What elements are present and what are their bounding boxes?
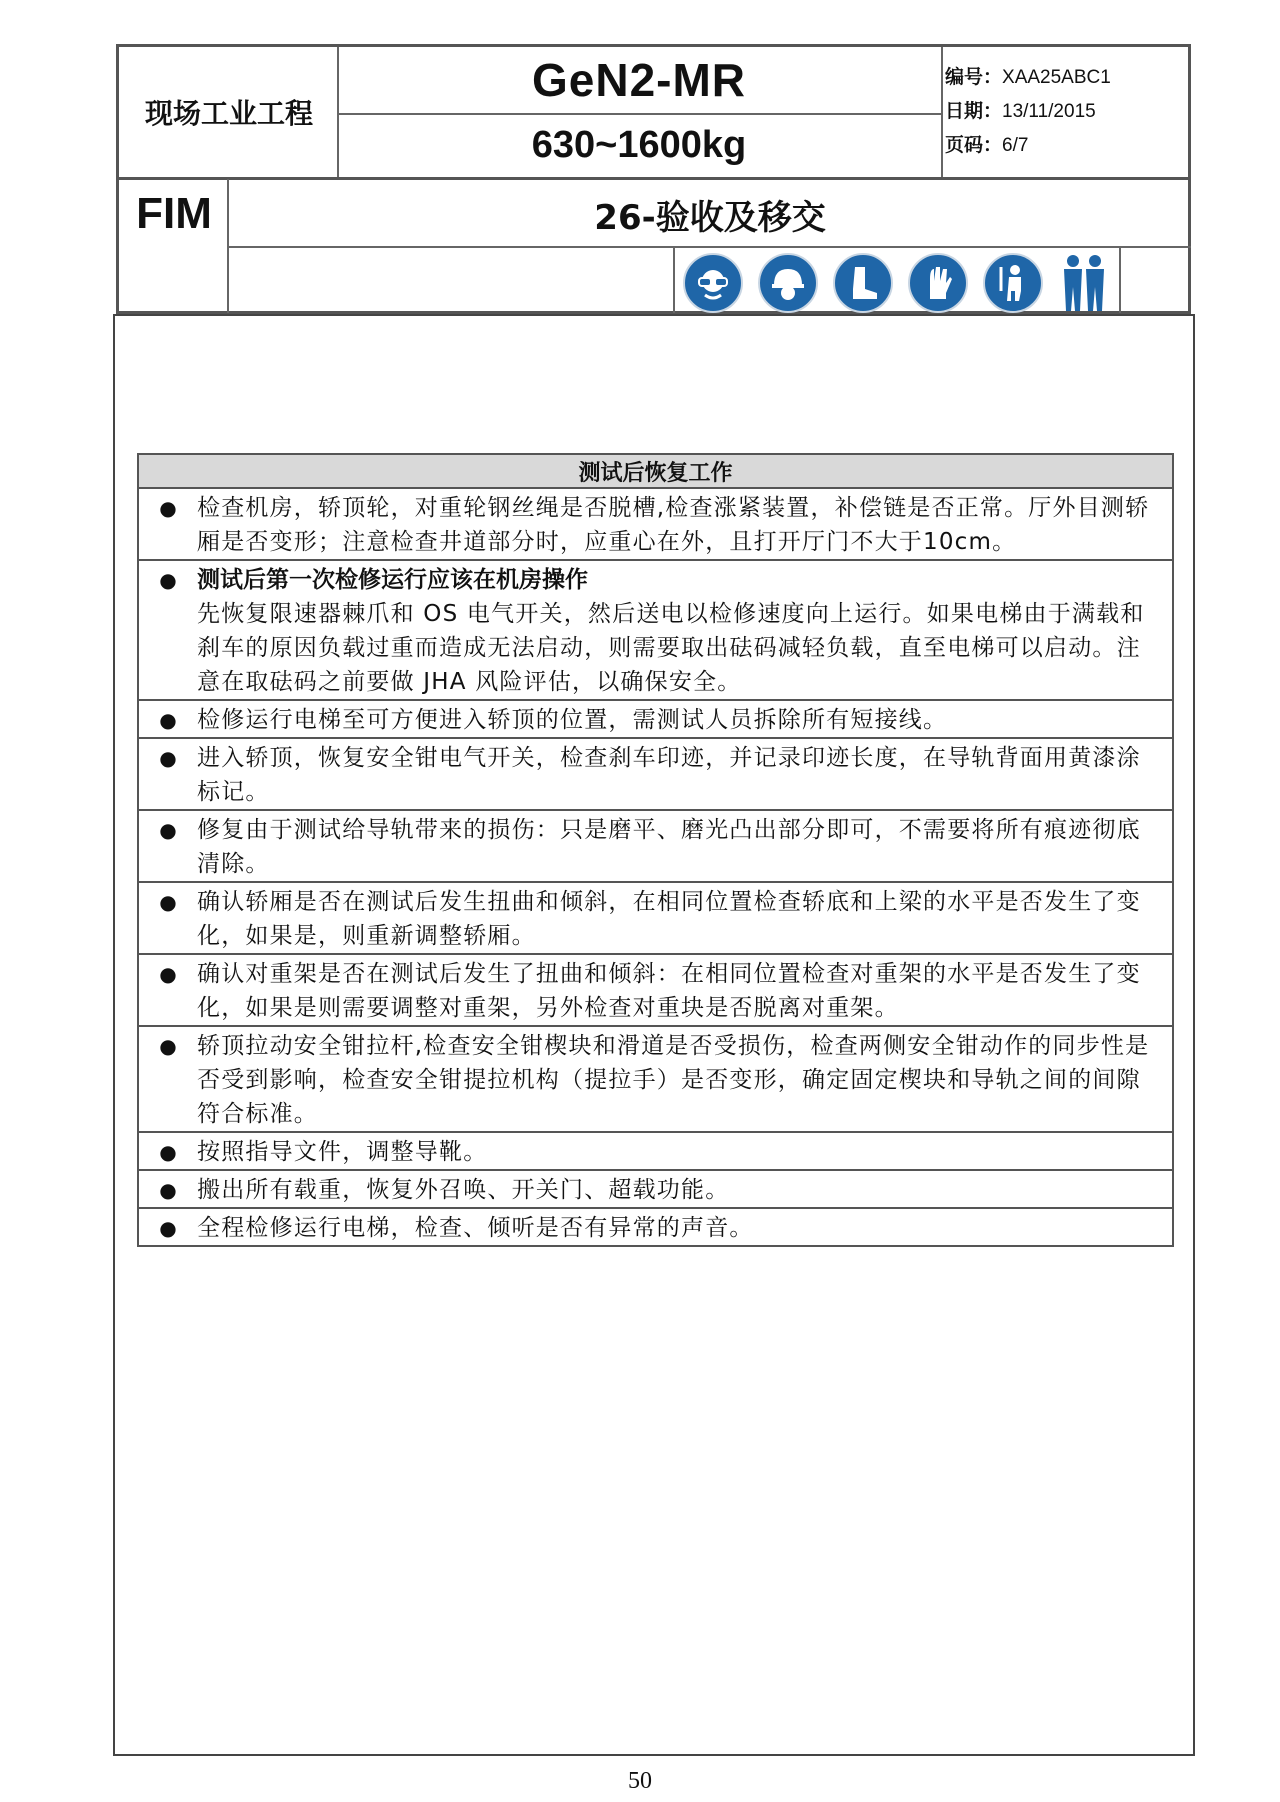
bullet-icon: ● xyxy=(159,1140,177,1164)
table-row xyxy=(139,955,1172,1027)
row-lead: 测试后第一次检修运行应该在机房操作 xyxy=(197,567,588,593)
model-name: GeN2-MR xyxy=(531,54,747,106)
bullet-icon: ● xyxy=(159,708,177,732)
table-row xyxy=(139,1209,1172,1245)
table-row xyxy=(139,489,1172,561)
table-row xyxy=(139,1171,1172,1209)
gloves-icon xyxy=(908,253,968,313)
meta-date: 日期：13/11/2015 xyxy=(945,101,1096,122)
row-text: 检查机房，轿顶轮，对重轮钢丝绳是否脱槽,检查涨紧装置，补偿链是否正常。厅外目测轿厢是否变形；注意检查井道部分时，应重心在外，且打开厅门不大于10cm。 xyxy=(197,495,1150,555)
goggles-icon xyxy=(683,253,743,313)
bullet-icon: ● xyxy=(159,746,177,770)
capacity-range: 630~1600kg xyxy=(531,123,747,166)
document-header xyxy=(116,44,1191,314)
bullet-icon: ● xyxy=(159,962,177,986)
row-text: 确认轿厢是否在测试后发生扭曲和倾斜，在相同位置检查轿底和上梁的水平是否发生了变化，如果是，则重新调整轿厢。 xyxy=(197,889,1141,949)
procedure-table xyxy=(137,453,1174,1247)
row-text: 修复由于测试给导轨带来的损伤：只是磨平、磨光凸出部分即可，不需要将所有痕迹彻底清除。 xyxy=(197,817,1141,877)
row-text: 全程检修运行电梯，检查、倾听是否有异常的声音。 xyxy=(197,1215,754,1241)
safety-boots-icon xyxy=(833,253,893,313)
bullet-icon: ● xyxy=(159,568,177,592)
table-row xyxy=(139,811,1172,883)
helmet-icon xyxy=(758,253,818,313)
bullet-icon: ● xyxy=(159,1178,177,1202)
table-row xyxy=(139,1027,1172,1133)
bullet-icon: ● xyxy=(159,890,177,914)
row-text: 轿顶拉动安全钳拉杆,检查安全钳楔块和滑道是否受损伤，检查两侧安全钳动作的同步性是否受到影响，检查安全钳提拉机构（提拉手）是否变形，确定固定楔块和导轨之间的间隙符合标准。 xyxy=(197,1033,1150,1127)
ppe-icon-row xyxy=(675,252,1120,314)
row-text: 确认对重架是否在测试后发生了扭曲和倾斜：在相同位置检查对重架的水平是否发生了变化，如果是则需要调整对重架，另外检查对重块是否脱离对重架。 xyxy=(197,961,1141,1021)
table-row xyxy=(139,561,1172,701)
table-row xyxy=(139,883,1172,955)
page-number: 50 xyxy=(628,1768,652,1794)
meta-doc-number: 编号：XAA25ABC1 xyxy=(945,67,1111,88)
table-heading: 测试后恢复工作 xyxy=(139,455,1172,489)
row-text: 检修运行电梯至可方便进入轿顶的位置，需测试人员拆除所有短接线。 xyxy=(197,707,948,733)
fim-label: FIM xyxy=(136,189,212,238)
row-text: 按照指导文件，调整导靴。 xyxy=(197,1139,488,1165)
row-text: 搬出所有载重，恢复外召唤、开关门、超载功能。 xyxy=(197,1177,730,1203)
table-row xyxy=(139,701,1172,739)
document-meta xyxy=(945,61,1185,171)
table-row xyxy=(139,739,1172,811)
harness-icon xyxy=(983,253,1043,313)
document-title: 26-验收及移交 xyxy=(594,197,826,238)
bullet-icon: ● xyxy=(159,1034,177,1058)
two-persons-icon xyxy=(1050,252,1118,314)
bullet-icon: ● xyxy=(159,496,177,520)
row-text-block xyxy=(197,561,1172,699)
bullet-icon: ● xyxy=(159,818,177,842)
bullet-icon: ● xyxy=(159,1216,177,1240)
table-row xyxy=(139,1133,1172,1171)
row-text: 进入轿顶，恢复安全钳电气开关，检查刹车印迹，并记录印迹长度，在导轨背面用黄漆涂标记。 xyxy=(197,745,1141,805)
company-name: 现场工业工程 xyxy=(144,97,313,130)
row-text: 先恢复限速器棘爪和 OS 电气开关，然后送电以检修速度向上运行。如果电梯由于满载和刹车的原因负载过重而造成无法启动，则需要取出砝码减轻负载，直至电梯可以启动。注意在取砝码之前要做 JHA 风险评估，以确保安全。 xyxy=(197,601,1145,695)
meta-page: 页码：6/7 xyxy=(945,135,1029,156)
